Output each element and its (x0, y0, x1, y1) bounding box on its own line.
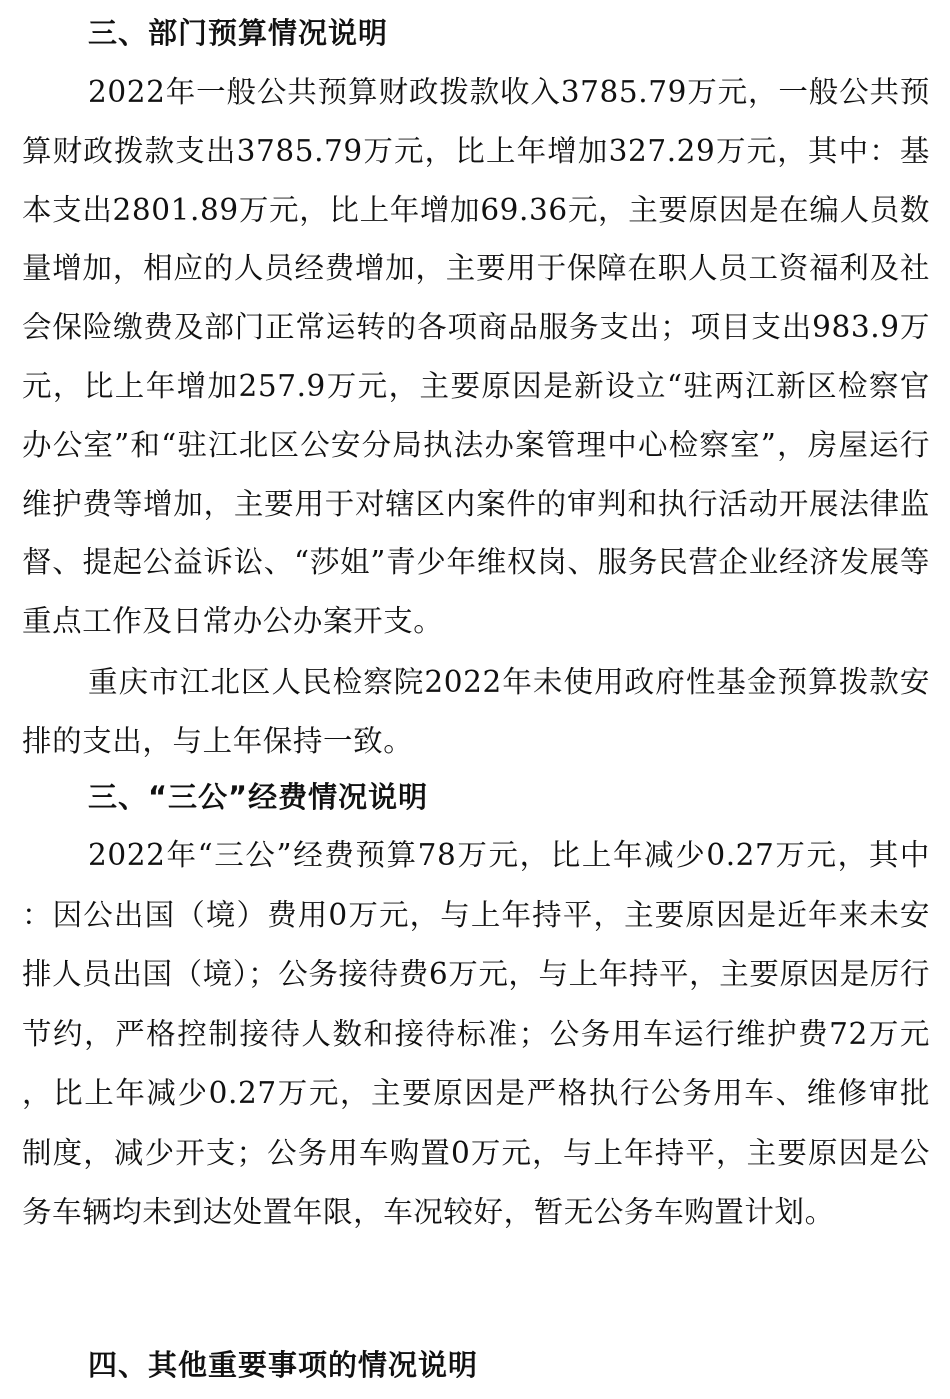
section-heading-sangong: 三、“三公”经费情况说明 (88, 780, 429, 814)
budget-paragraph-government-fund: 重庆市江北区人民检察院2022年未使用政府性基金预算拨款安排的支出，与上年保持一致。 (22, 665, 930, 758)
section-heading-budget: 三、部门预算情况说明 (88, 16, 389, 50)
budget-paragraph-general-public: 2022年一般公共预算财政拨款收入3785.79万元，一般公共预算财政拨款支出3785.79万元，比上年增加327.29万元，其中：基本支出2801.89万元，比上年增加69.36元，主要原因是在编人员数量增加，相应的人员经费增加，主要用于保障在职人员工资福利及社会保险缴费及部门正常运转的各项商品服务支出；项目支出983.9万元，比上年增加257.9万元，主要原因是新设立“驻两江新区检察官办公室”和“驻江北区公安分局执法办案管理中心检察室”，房屋运行维护费等增加，主要用于对辖区内案件的审判和执行活动开展法律监督、提起公益诉讼、“莎姐”青少年维权岗、服务民营企业经济发展等重点工作及日常办公办案开支。 (22, 75, 930, 639)
sangong-paragraph: 2022年“三公”经费预算78万元，比上年减少0.27万元，其中：因公出国（境）费用0万元，与上年持平，主要原因是近年来未安排人员出国（境）；公务接待费6万元，与上年持平，主要原因是厉行节约，严格控制接待人数和接待标准；公务用车运行维护费72万元，比上年减少0.27万元，主要原因是严格执行公务用车、维修审批制度，减少开支；公务用车购置0万元，与上年持平，主要原因是公务车辆均未到达处置年限，车况较好，暂无公务车购置计划。 (22, 838, 930, 1229)
section-heading-other-matters: 四、其他重要事项的情况说明 (88, 1348, 479, 1382)
